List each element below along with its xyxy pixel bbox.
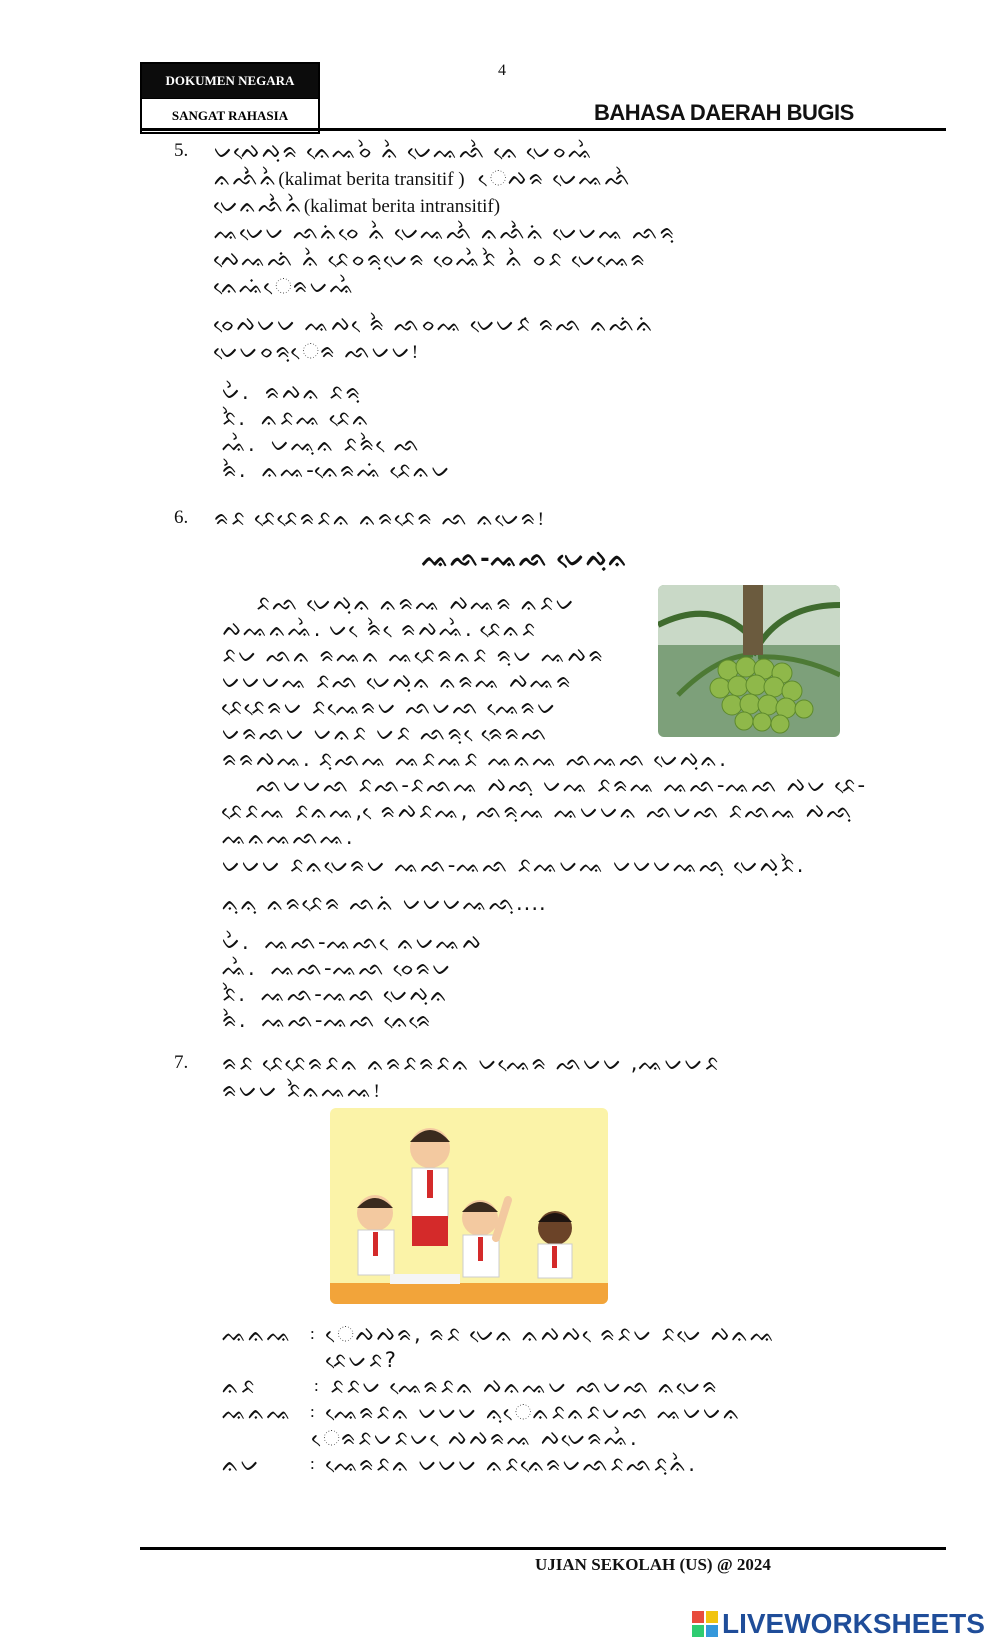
passage-line-3: ᨅᨆ ᨒᨊ ᨑᨕᨊ ᨕᨅᨙᨑᨊᨅ ᨑᨘᨆ ᨕᨄᨑ (222, 643, 606, 667)
q5-line2-lontara: ᨊᨒᨛᨗᨊᨛ (214, 166, 279, 190)
q7-instruction-text2: ᨑᨆᨆ ᨅᨛᨊᨕᨕ (222, 1078, 374, 1102)
dialog-4-speaker: ᨊᨆ (222, 1452, 261, 1476)
q5-option-c-text: ᨆᨕᨘᨊ ᨅᨑᨛ ᨙᨒ (270, 432, 421, 456)
dialog-1-speaker: ᨕᨊᨕ (222, 1322, 293, 1346)
q5-option-b-label: ᨅᨛ. (222, 406, 246, 430)
passage-line-5: ᨅᨙᨅᨙᨑᨆ ᨅᨕᨙᨑᨆ ᨒᨆᨒ ᨕᨙᨑᨆ (222, 695, 558, 719)
q6-option-d-label: ᨑᨛ. (222, 1008, 247, 1032)
dialog-4-colon: : (310, 1454, 315, 1473)
q6-question: ᨆᨆᨆ ᨅᨊᨆᨙᨑᨆ ᨕᨒ-ᨕᨒ ᨅᨕᨆᨕ ᨆᨆᨆᨕᨒᨘ ᨆᨙᨄᨘᨅᨛ. (222, 853, 805, 877)
dialog-2-text: ᨅᨅᨆ ᨕᨙᨑᨅᨊ ᨄᨊᨕᨆ ᨒᨆᨒ ᨊᨆᨙᨑ (330, 1374, 719, 1398)
q5-option-b-text: ᨊᨅᨕ ᨅᨙᨊ (261, 406, 371, 430)
q5-option-d[interactable] (222, 458, 452, 483)
header-rule (140, 128, 946, 131)
document-classification-box (140, 62, 320, 134)
q6-option-a-label: ᨆᨛ. (222, 930, 250, 954)
dialog-4-text: ᨕᨙᨑᨅᨊ ᨆᨆᨆ ᨊᨅᨊᨙᨑᨆᨒᨅᨒᨅᨘᨊᨛ. (326, 1452, 696, 1476)
q5-line2 (214, 166, 632, 191)
q6-option-a[interactable] (222, 930, 483, 955)
passage-line-4: ᨆᨆᨆᨕ ᨅᨒ ᨆᨙᨄᨘᨊ ᨊᨑᨕ ᨄᨕᨑ (222, 669, 573, 693)
q5-line4: ᨕᨆᨙᨆ ᨒᨊᨗᨔᨙ ᨊᨛ ᨆᨙᨕᨒᨛ ᨊᨒᨛᨗᨊᨗ ᨆᨙᨆᨕ ᨒᨑᨘ (214, 220, 677, 244)
q5-intransitive-term: (kalimat berita intransitif) (303, 196, 501, 217)
q6-option-b[interactable] (222, 956, 452, 981)
q5-option-b[interactable] (222, 406, 371, 431)
q7-instruction-line2 (222, 1078, 380, 1103)
q6-option-b-text: ᨕᨒ-ᨕᨒ ᨔᨙᨑᨆ (270, 956, 453, 980)
q6-option-d-text: ᨕᨒ-ᨕᨒ ᨊᨙᨑᨙ (261, 1008, 433, 1032)
dialog-3-colon: : (310, 1402, 315, 1421)
coconut-palm-illustration (658, 585, 840, 737)
passage-line-9: ᨅᨙᨅᨕ ᨅᨊᨕ, ᨙᨑᨄᨅᨕ, ᨒᨑᨘᨕ ᨕᨆᨆᨊ ᨒᨆᨒ ᨅᨒᨕ ᨄᨒᨘ (222, 799, 854, 823)
dialog-1-colon: : (310, 1324, 315, 1343)
passage-line-8: ᨒᨆᨆᨒ ᨅᨒ-ᨅᨒᨕ ᨄᨒᨘ ᨆᨕ ᨅᨑᨕ ᨕᨒ-ᨕᨒ ᨄᨆ ᨅᨙ- (256, 773, 867, 797)
doc-type-label: DOKUMEN NEGARA (142, 64, 318, 98)
q6-option-b-label: ᨕᨛ. (222, 956, 256, 980)
q5-line5: ᨄᨙᨕᨒᨗ ᨊᨛ ᨅᨙᨔᨑᨘᨆᨙᨑ ᨔᨙᨕᨛᨅᨛ ᨊᨛ ᨔᨅ ᨆᨙᨕᨙᨑ (214, 247, 648, 271)
q5-line1: ᨆᨄᨙᨄᨘᨑ ᨊᨙᨕᨔᨛ ᨊᨛ ᨆᨙᨕᨒᨛ ᨊᨙ ᨆᨙᨔᨕᨛ (214, 139, 595, 163)
q6-option-c-label: ᨅᨛ. (222, 982, 246, 1006)
q5-instruction: ᨔᨙᨄᨆᨆ ᨕᨄ ᨙᨑᨛ ᨒᨔᨕ ᨆᨙᨆᨅ ᨗᨑᨒ ᨊᨒᨗᨊᨗ (214, 312, 655, 336)
passage-line-1: ᨅᨒ ᨆᨙᨄᨘᨊ ᨊᨑᨕ ᨄᨕᨑ ᨊᨅᨆ (256, 591, 576, 615)
q6-instruction (214, 506, 544, 531)
q5-line3-lontara: ᨆᨙᨊᨒᨛᨗᨊᨛ (214, 193, 304, 217)
passage-line-7: ᨑᨑᨄᨕ. ᨅᨘᨒᨕ ᨕᨅᨕᨅ ᨕᨊᨕ ᨒᨕᨒ ᨆᨙᨄᨘᨊ. (222, 747, 727, 771)
q5-line2-end: ᨙᨄᨑ ᨆᨙᨕᨒᨛ (478, 166, 632, 190)
q5-option-c-label: ᨕᨛ. (222, 432, 256, 456)
q5-option-c[interactable] (222, 432, 421, 457)
students-illustration (330, 1108, 608, 1304)
liveworksheets-logo-icon (692, 1611, 718, 1637)
coconut-palm-image (658, 585, 840, 737)
q6-prompt: ᨊᨘᨊᨘ ᨊᨑᨅᨙᨑ ᨒᨊᨗ ᨆᨆᨆᨕᨒᨘ.... (222, 891, 547, 915)
q6-instruction-mark: ! (537, 509, 544, 530)
q6-option-c[interactable] (222, 982, 449, 1007)
q6-option-a-text: ᨕᨒ-ᨕᨒ ᨙᨊᨆᨕᨄ (264, 930, 483, 954)
subject-title: BAHASA DAERAH BUGIS (594, 100, 854, 125)
q5-option-d-label: ᨑᨛ. (222, 458, 247, 482)
question-7-number: 7. (174, 1052, 189, 1073)
q5-transitive-term: (kalimat berita transitif ) (278, 169, 465, 190)
liveworksheets-text: LIVEWORKSHEETS (722, 1608, 985, 1639)
dialog-3-cont: ᨙᨑᨅᨆᨅᨆ ᨙᨄᨄᨑᨕ ᨄᨆᨙᨑᨕᨛ. (312, 1426, 638, 1450)
q6-option-c-text: ᨕᨒ-ᨕᨒ ᨆᨙᨄᨘᨊ (261, 982, 449, 1006)
students-image (330, 1108, 608, 1304)
exam-footer: UJIAN SEKOLAH (US) @ 2024 (535, 1555, 771, 1574)
q6-instruction-text: ᨑᨅ ᨅᨙᨅᨙᨑᨅᨊ ᨊᨑᨅᨙᨑ ᨒ ᨊᨆᨙᨑ (214, 506, 538, 530)
question-6-number: 6. (174, 507, 189, 528)
dialog-2-colon: : (314, 1376, 319, 1395)
q6-option-d[interactable] (222, 1008, 432, 1033)
q5-instruction-mark: ! (411, 342, 419, 363)
footer-rule (140, 1547, 946, 1550)
q7-instruction-line1: ᨑᨅ ᨅᨙᨅᨙᨑᨅᨊ ᨊᨑᨅᨑᨅᨊ ᨆᨕᨙᨑ ᨒᨆᨆ ,ᨕᨆᨆᨅ (222, 1051, 721, 1075)
classification-label: SANGAT RAHASIA (142, 98, 318, 133)
q5-line3 (214, 193, 500, 218)
dialog-1-cont: ᨅᨙᨆᨅ? (326, 1348, 397, 1372)
passage-title: ᨕᨒ-ᨕᨒ ᨆᨙᨄᨘᨊ (422, 546, 629, 572)
dialog-3-speaker: ᨕᨊᨕ (222, 1400, 293, 1424)
passage-line-10: ᨕᨊᨕᨒᨕ. (222, 825, 354, 849)
q5-option-a[interactable] (222, 380, 362, 405)
q5-option-a-label: ᨆᨛ. (222, 380, 250, 404)
dialog-3-text: ᨕᨙᨑᨅᨊ ᨆᨆᨆ ᨊᨘᨙᨊᨅᨊᨅᨆᨒ ᨕᨆᨆᨊ (326, 1400, 742, 1424)
page-number: 4 (498, 62, 506, 79)
q5-line6: ᨊᨙᨕᨗᨙᨑᨆᨕᨛ (214, 274, 356, 298)
q5-instruction-text2: ᨆᨙᨆᨔᨑᨘᨙᨑ ᨒᨆᨆ (214, 339, 412, 363)
q5-instruction-line2 (214, 339, 418, 364)
q5-option-a-text: ᨑᨄᨊ ᨅᨑᨘ (264, 380, 363, 404)
liveworksheets-watermark (692, 1608, 985, 1640)
question-5-number: 5. (174, 140, 189, 161)
dialog-1-text: ᨙᨄᨄᨑ, ᨑᨅ ᨆᨙᨊ ᨊᨄᨄ ᨙᨑᨅᨆ ᨅᨆᨙ ᨄᨊᨕ (326, 1322, 777, 1346)
q7-instruction-mark: ! (373, 1081, 380, 1102)
dialog-2-speaker: ᨊᨅ (222, 1374, 257, 1398)
passage-line-2: ᨄᨕᨊᨕᨛ. ᨆ ᨙᨑᨛ ᨙᨑᨄᨕᨛ. ᨅᨙᨊᨅ (222, 617, 538, 641)
q5-option-d-text: ᨊᨕ-ᨊᨙᨑᨕᨗ ᨅᨙᨊᨆ (261, 458, 452, 482)
passage-line-6: ᨆᨑᨒᨆ ᨆᨊᨅ ᨆᨅ ᨒᨑᨘ ᨙᨑᨙᨑᨒ (222, 721, 549, 745)
